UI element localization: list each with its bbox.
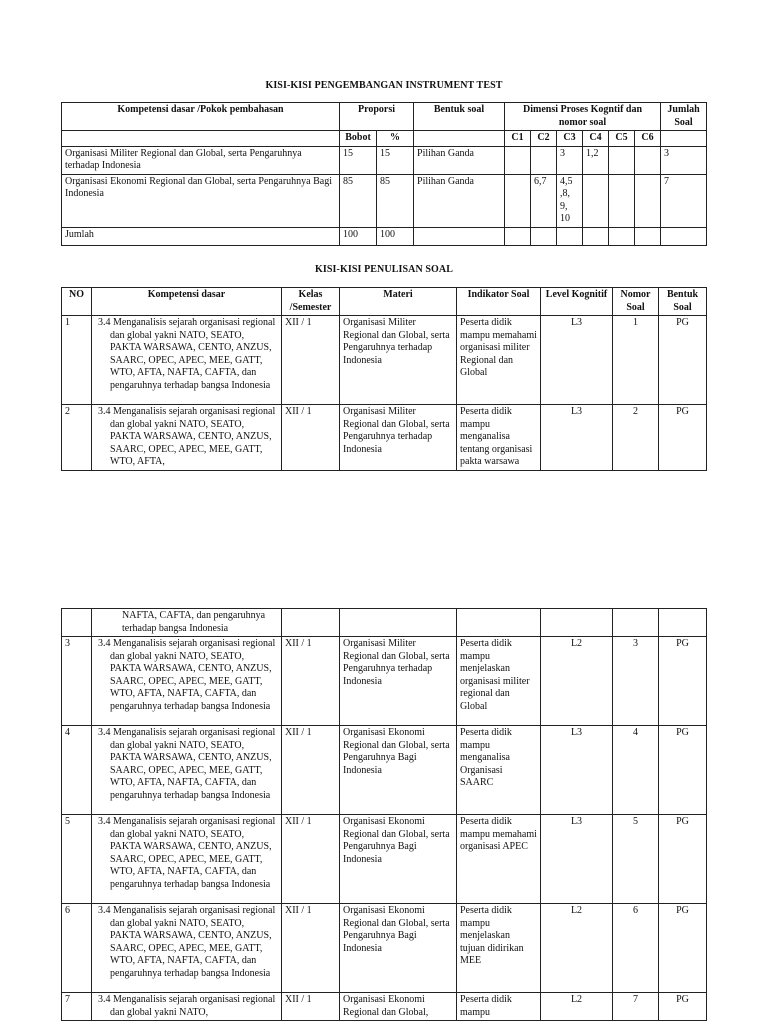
header-indikator: Indikator Soal	[457, 288, 541, 316]
header-proporsi: Proporsi	[340, 103, 414, 131]
cell-c4: 1,2	[583, 146, 609, 174]
header-c5: C5	[609, 131, 635, 147]
header-bentuk: Bentuk Soal	[659, 288, 707, 316]
cell-nomor: 2	[613, 405, 659, 471]
cell-c4	[583, 174, 609, 227]
cell-kelas: XII / 1	[282, 993, 340, 1021]
header-c1: C1	[505, 131, 531, 147]
cell-level: L3	[541, 726, 613, 815]
cell-kelas: XII / 1	[282, 316, 340, 405]
table-row	[62, 993, 707, 1021]
header-dimensi: Dimensi Proses Kogntif dan nomor soal	[505, 103, 661, 131]
header-level: Level Kognitif	[541, 288, 613, 316]
cell-total-label: Jumlah	[62, 227, 340, 245]
cell-indikator: Peserta didik mampu memahami organisasi militer Regional dan Global	[457, 316, 541, 405]
cell-materi: Organisasi Ekonomi Regional dan Global,	[340, 993, 457, 1021]
cell-level: L3	[541, 815, 613, 904]
header-c4: C4	[583, 131, 609, 147]
table-row	[62, 174, 707, 227]
cell-level: L2	[541, 637, 613, 726]
cell-nomor: 4	[613, 726, 659, 815]
header-c2: C2	[531, 131, 557, 147]
table-row	[62, 815, 707, 904]
cell-bentuk: Pilihan Ganda	[414, 174, 505, 227]
cell-indikator: Peserta didik mampu memahami organisasi APEC	[457, 815, 541, 904]
cell-bentuk: PG	[659, 904, 707, 993]
header-percent: %	[377, 131, 414, 147]
cell-nomor: 5	[613, 815, 659, 904]
cell-materi: Organisasi Ekonomi Regional dan Global, serta Pengaruhnya Bagi Indonesia	[340, 904, 457, 993]
table-row	[62, 726, 707, 815]
cell-materi: Organisasi Militer Regional dan Global, serta Pengaruhnya terhadap Indonesia	[340, 637, 457, 726]
cell-kompetensi: 3.4 Menganalisis sejarah organisasi regional dan global yakni NATO, SEATO, PAKTA WARSAWA, CENTO, ANZUS, SAARC, OPEC, APEC, MEE, GATT, WTO, AFTA, NAFTA, CAFTA, dan pengaruhnya terhadap bangsa Indonesia	[92, 316, 282, 405]
cell-no: 2	[62, 405, 92, 471]
cell-bobot: 85	[340, 174, 377, 227]
table-row	[62, 405, 707, 471]
header-bobot: Bobot	[340, 131, 377, 147]
cell-bentuk: Pilihan Ganda	[414, 146, 505, 174]
cell-c5	[609, 146, 635, 174]
table-row	[62, 637, 707, 726]
cell-indikator: Peserta didik mampu menganalisa tentang organisasi pakta warsawa	[457, 405, 541, 471]
cell-kelas: XII / 1	[282, 726, 340, 815]
penulisan-soal-table	[61, 287, 707, 471]
cell-c2: 6,7	[531, 174, 557, 227]
cell-c1	[505, 146, 531, 174]
cell-kompetensi: 3.4 Menganalisis sejarah organisasi regional dan global yakni NATO, SEATO, PAKTA WARSAWA, CENTO, ANZUS, SAARC, OPEC, APEC, MEE, GATT, WTO, AFTA, NAFTA, CAFTA, dan pengaruhnya terhadap bangsa Indonesia	[92, 904, 282, 993]
header-jumlah-soal: Jumlah Soal	[661, 103, 707, 131]
header-kompetensi-dasar: Kompetensi dasar	[92, 288, 282, 316]
header-c3: C3	[557, 131, 583, 147]
cell-total-percent: 100	[377, 227, 414, 245]
cell-materi: Organisasi Militer Regional dan Global, serta Pengaruhnya terhadap Indonesia	[340, 405, 457, 471]
cell-indikator: Peserta didik mampu menjelaskan tujuan didirikan MEE	[457, 904, 541, 993]
cell-nomor: 7	[613, 993, 659, 1021]
cell-level: L3	[541, 316, 613, 405]
cell-materi: Organisasi Ekonomi Regional dan Global, serta Pengaruhnya Bagi Indonesia	[340, 815, 457, 904]
cell-no: 4	[62, 726, 92, 815]
cell-no: 3	[62, 637, 92, 726]
cell-c6	[635, 174, 661, 227]
cell-kelas: XII / 1	[282, 904, 340, 993]
table-row	[62, 146, 707, 174]
cell-no: 1	[62, 316, 92, 405]
cell-c2	[531, 146, 557, 174]
header-c6: C6	[635, 131, 661, 147]
cell-bentuk: PG	[659, 637, 707, 726]
cell-kelas: XII / 1	[282, 405, 340, 471]
cell-percent: 15	[377, 146, 414, 174]
penulisan-soal-title: KISI-KISI PENULISAN SOAL	[315, 264, 453, 275]
cell-no: 5	[62, 815, 92, 904]
cell-bentuk: PG	[659, 316, 707, 405]
header-nomor: Nomor Soal	[613, 288, 659, 316]
header-kelas: Kelas /Semester	[282, 288, 340, 316]
cell-c6	[635, 146, 661, 174]
cell-no: 6	[62, 904, 92, 993]
cell-kompetensi: 3.4 Menganalisis sejarah organisasi regional dan global yakni NATO, SEATO, PAKTA WARSAWA, CENTO, ANZUS, SAARC, OPEC, APEC, MEE, GATT, WTO, AFTA, NAFTA, CAFTA, dan pengaruhnya terhadap bangsa Indonesia	[92, 637, 282, 726]
cell-kompetensi: 3.4 Menganalisis sejarah organisasi regional dan global yakni NATO,	[92, 993, 282, 1021]
cell-indikator: Peserta didik mampu	[457, 993, 541, 1021]
table-row	[62, 316, 707, 405]
cell-c3: 3	[557, 146, 583, 174]
instrument-test-title: KISI-KISI PENGEMBANGAN INSTRUMENT TEST	[265, 80, 503, 91]
cell-c1	[505, 174, 531, 227]
cell-materi: Organisasi Ekonomi Regional dan Global, serta Pengaruhnya Bagi Indonesia	[340, 726, 457, 815]
total-row	[62, 227, 707, 245]
instrument-test-table	[61, 102, 707, 246]
cell-bentuk: PG	[659, 993, 707, 1021]
cell-indikator: Peserta didik mampu menganalisa Organisasi SAARC	[457, 726, 541, 815]
cell-nomor: 3	[613, 637, 659, 726]
cell-materi: Organisasi Militer Regional dan Global, serta Pengaruhnya terhadap Indonesia	[340, 316, 457, 405]
header-bentuk-soal: Bentuk soal	[414, 103, 505, 131]
cell-total-bobot: 100	[340, 227, 377, 245]
cell-bentuk: PG	[659, 815, 707, 904]
table-row	[62, 904, 707, 993]
table-row-continuation	[62, 609, 707, 637]
header-kompetensi: Kompetensi dasar /Pokok pembahasan	[62, 103, 340, 131]
cell-c3: 4,5 ,8, 9, 10	[557, 174, 583, 227]
cell-indikator: Peserta didik mampu menjelaskan organisasi militer regional dan Global	[457, 637, 541, 726]
cell-jumlah: 7	[661, 174, 707, 227]
cell-kelas: XII / 1	[282, 637, 340, 726]
cell-kompetensi: 3.4 Menganalisis sejarah organisasi regional dan global yakni NATO, SEATO, PAKTA WARSAWA, CENTO, ANZUS, SAARC, OPEC, APEC, MEE, GATT, WTO, AFTA,	[92, 405, 282, 471]
cell-level: L2	[541, 993, 613, 1021]
cell-bobot: 15	[340, 146, 377, 174]
cell-nomor: 6	[613, 904, 659, 993]
cell-jumlah: 3	[661, 146, 707, 174]
header-materi: Materi	[340, 288, 457, 316]
cell-kompetensi-continued: NAFTA, CAFTA, dan pengaruhnya terhadap bangsa Indonesia	[92, 609, 282, 637]
header-no: NO	[62, 288, 92, 316]
penulisan-soal-table-continued	[61, 608, 707, 1021]
cell-no: 7	[62, 993, 92, 1021]
cell-kelas: XII / 1	[282, 815, 340, 904]
cell-kompetensi: 3.4 Menganalisis sejarah organisasi regional dan global yakni NATO, SEATO, PAKTA WARSAWA, CENTO, ANZUS, SAARC, OPEC, APEC, MEE, GATT, WTO, AFTA, NAFTA, CAFTA, dan pengaruhnya terhadap bangsa Indonesia	[92, 815, 282, 904]
cell-percent: 85	[377, 174, 414, 227]
cell-level: L3	[541, 405, 613, 471]
cell-kd: Organisasi Militer Regional dan Global, serta Pengaruhnya terhadap Indonesia	[62, 146, 340, 174]
cell-c5	[609, 174, 635, 227]
cell-bentuk: PG	[659, 405, 707, 471]
cell-nomor: 1	[613, 316, 659, 405]
cell-kd: Organisasi Ekonomi Regional dan Global, serta Pengaruhnya Bagi Indonesia	[62, 174, 340, 227]
cell-kompetensi: 3.4 Menganalisis sejarah organisasi regional dan global yakni NATO, SEATO, PAKTA WARSAWA, CENTO, ANZUS, SAARC, OPEC, APEC, MEE, GATT, WTO, AFTA, NAFTA, CAFTA, dan pengaruhnya terhadap bangsa Indonesia	[92, 726, 282, 815]
cell-bentuk: PG	[659, 726, 707, 815]
cell-level: L2	[541, 904, 613, 993]
